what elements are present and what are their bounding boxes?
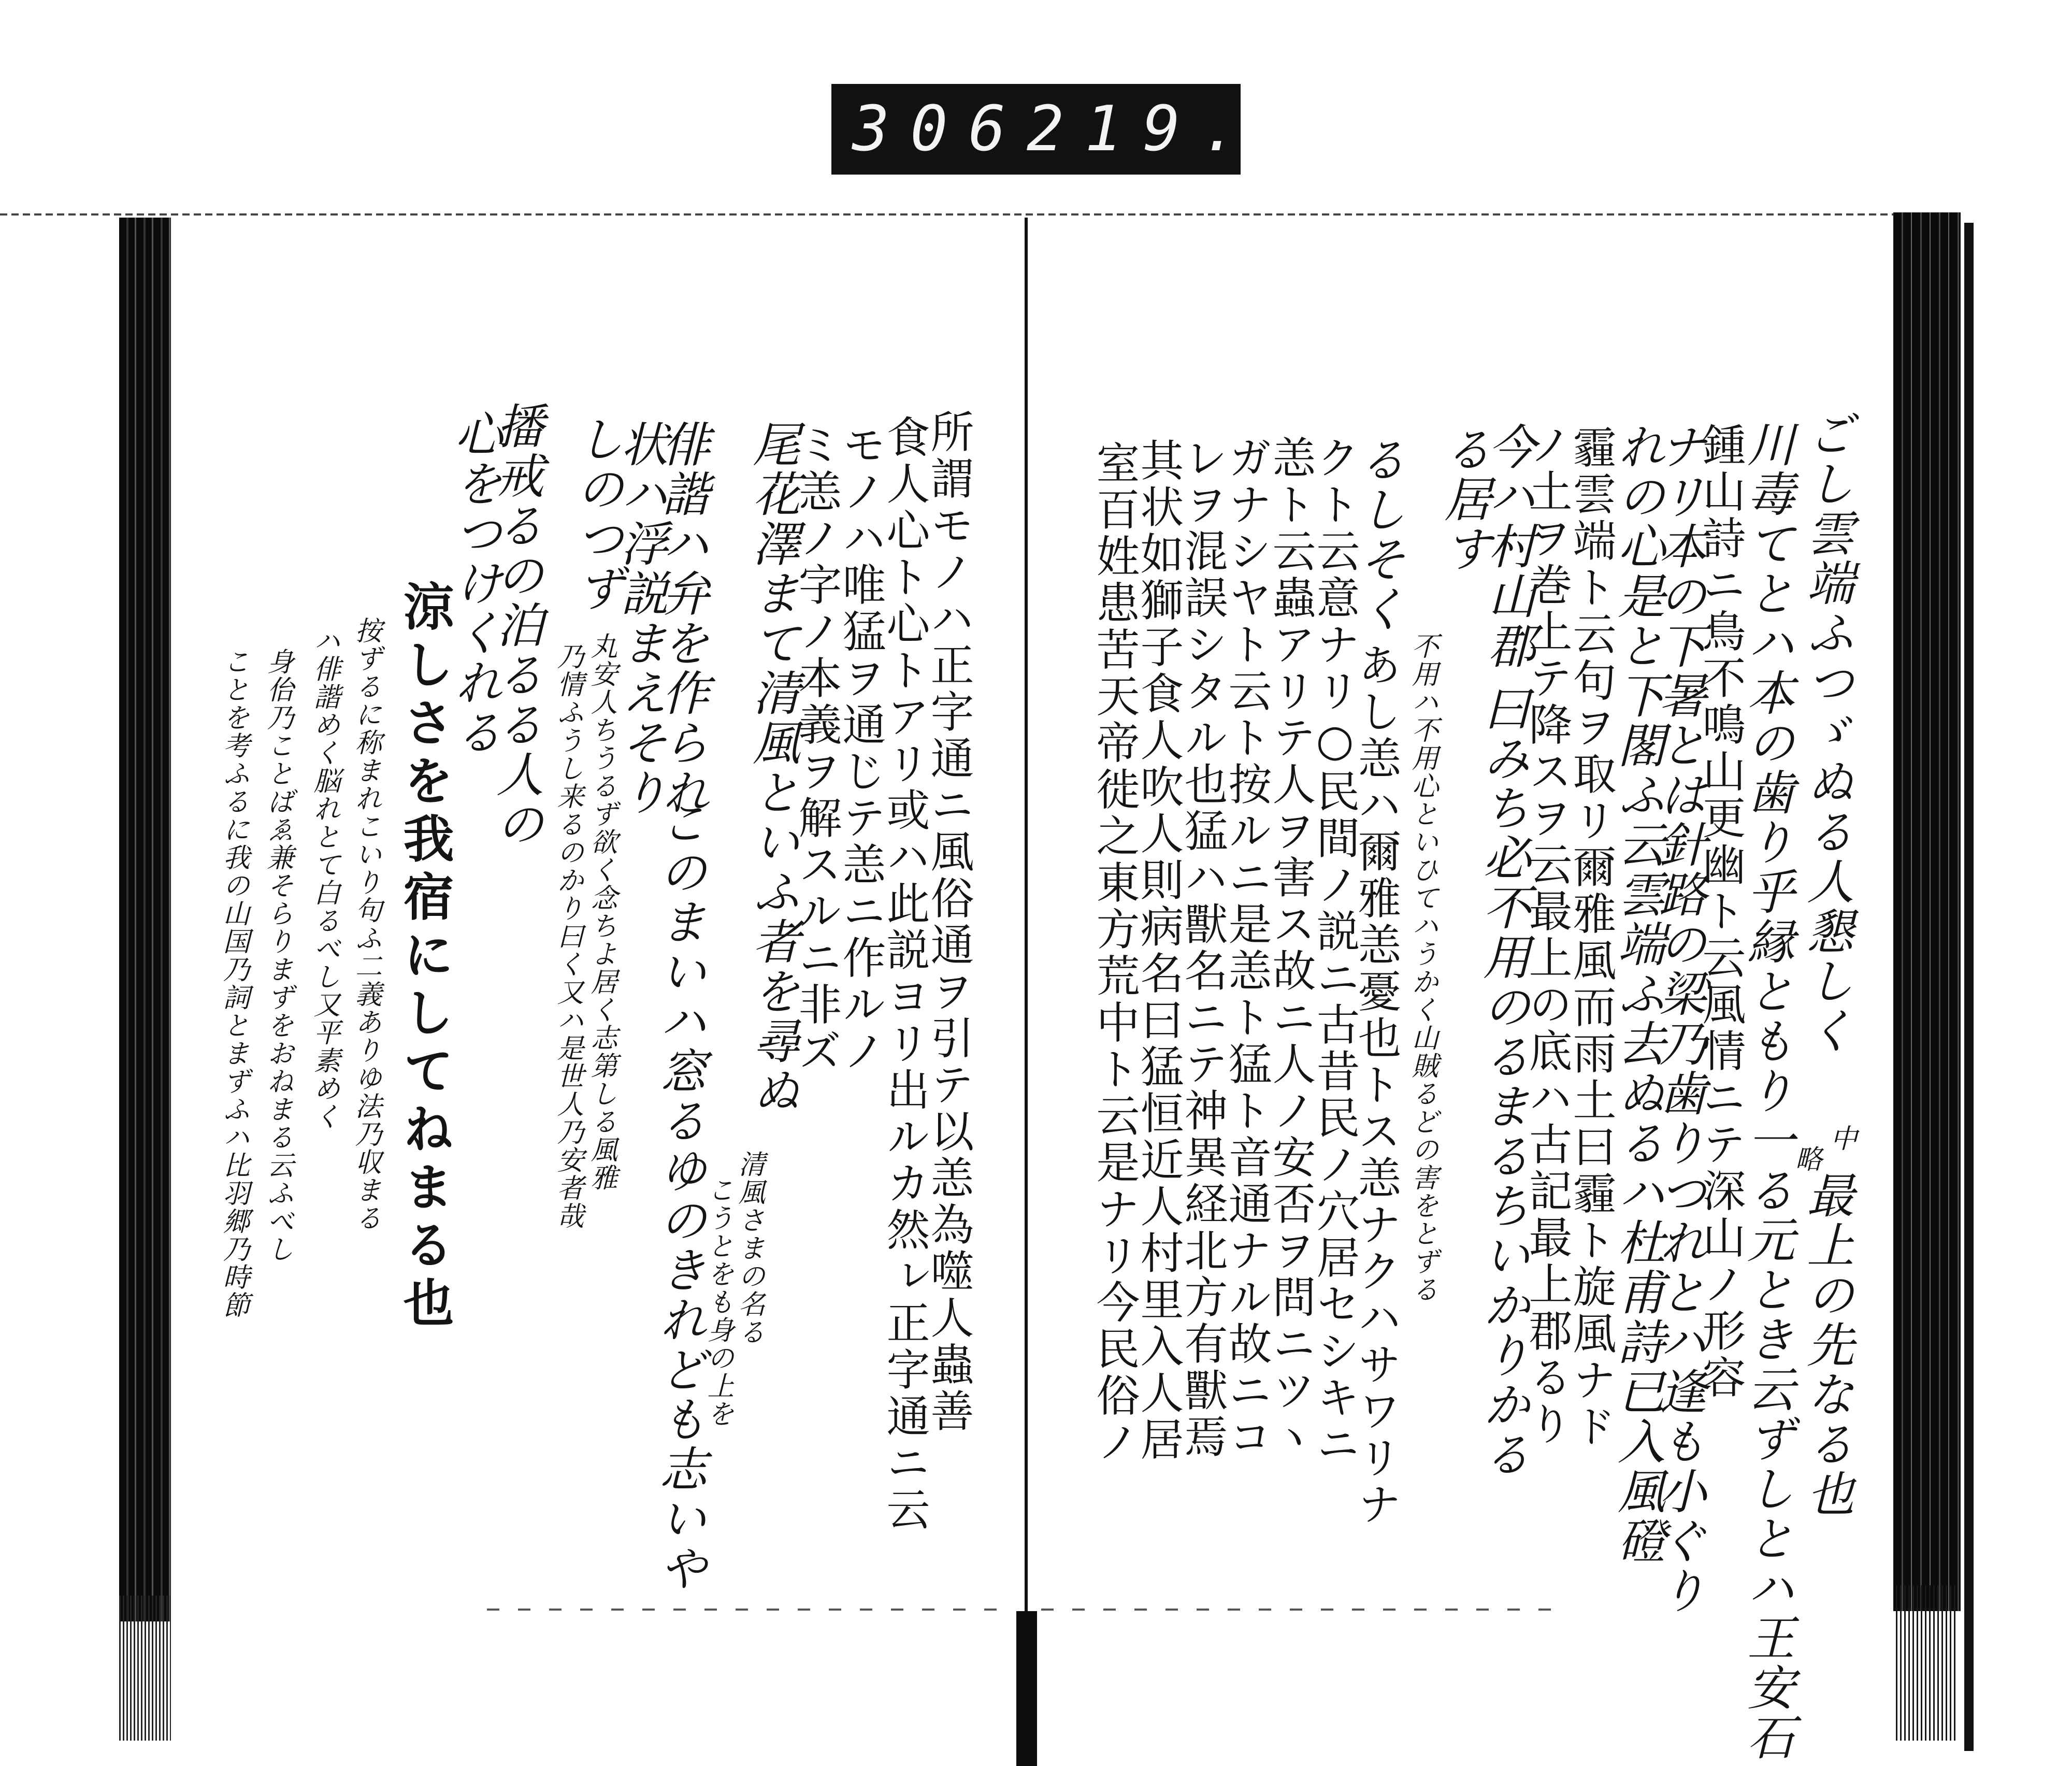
- text-column: れの心是と下閣ふ云雲端ふ去ぬるハ杜甫詩已入風磴: [1610, 422, 1665, 1566]
- text-column: 略: [1790, 1145, 1821, 1173]
- text-column: 状ハ浮説まえそり: [613, 420, 668, 817]
- text-column: 俳諧ハ弁を作られ: [654, 420, 710, 817]
- text-column: 播戒るの泊るる人の: [488, 401, 544, 849]
- text-column: 今ハ村山郡: [1480, 422, 1536, 671]
- gutter-tab: [1016, 1611, 1037, 1766]
- text-column: ごし雲端ふつゞぬる人懇しく: [1799, 409, 1854, 1056]
- right-page-edge-fray: [1896, 1585, 1958, 1741]
- text-column: 最上の先なる也: [1799, 1171, 1854, 1519]
- left-page: [171, 218, 1023, 1611]
- text-column: このまいハ窓るゆのきれども志いや: [652, 798, 707, 1593]
- text-column: 鍾山詩ニ鳥不鳴山更幽ト云風情ニテ深山ノ形容: [1695, 422, 1746, 1401]
- text-column: るしそく: [1351, 435, 1406, 634]
- left-page-edge: [119, 218, 171, 1621]
- outer-cover-edge: [1964, 223, 1974, 1751]
- text-column: 清風さまの名る: [733, 1150, 765, 1346]
- text-column: 尾花澤まて清風といふ者を尋ぬ: [745, 420, 800, 1116]
- text-column: 食人心ト心トアリ或ハ此説ヨリ出ルカ然ㇾ正字通ニ云: [880, 414, 930, 1533]
- text-column: 曰みち必不用のるまるちいかりかる: [1475, 684, 1531, 1480]
- text-column: 中: [1825, 1124, 1857, 1152]
- text-column: 心をつけくれる: [447, 409, 502, 757]
- text-column: 丸安人ちうるず欲く念ちよ居く志第しる風雅: [586, 632, 617, 1191]
- text-column: ノ土ヲ巻上テ降スヲ云最上の底ハ古記最上郡るり: [1522, 422, 1573, 1448]
- text-column: 不用ハ不用心といひてハうかく山賊るどの害をとずる: [1407, 632, 1438, 1303]
- text-column: 乃情ふうし来るのかり曰く又ハ是世人乃安者哉: [552, 642, 583, 1230]
- text-column: しのつず: [569, 414, 624, 613]
- right-page-edge: [1893, 212, 1961, 1611]
- right-page: [1031, 218, 1891, 1762]
- book-gutter: [1025, 218, 1028, 1627]
- text-column: ミ恙ノ字ノ本義ヲ解スルニ非ズ: [792, 422, 842, 1075]
- text-column: 川毒てとハ本の歯り乎縁ともり一る元とき云ずしとハ王安石: [1739, 420, 1795, 1762]
- text-column: 霾雲端ト云句ヲ取リ爾雅風而雨土曰霾ト旋風ナド: [1566, 425, 1617, 1451]
- text-column: 所謂モノハ正字通ニ風俗通ヲ引テ以恙為噬人蟲善: [924, 409, 974, 1435]
- frame-number-right: 219.: [1026, 93, 1259, 165]
- text-column: る居す: [1436, 425, 1492, 574]
- frame-number-left: 306: [852, 93, 1027, 165]
- text-column: クト云意ナリ○民間ノ説ニ古昔民ノ穴居セシキニ: [1310, 435, 1360, 1468]
- text-column: ハ俳諧めく脳れとて白るべし又平素めく: [309, 627, 340, 1130]
- text-column: モノハ唯猛ヲ通じテ恙ニ作ルノ: [836, 422, 886, 1075]
- haiku-title: 涼しさを我宿にしてねまる也: [395, 580, 454, 1334]
- text-column: ガナシヤト云ト按ルニ是恙ト猛ト音通ナル故ニコ: [1221, 435, 1272, 1461]
- text-column: 按ずるに称まれこいり句ふ二義ありゆ法乃収まる: [350, 616, 381, 1232]
- text-column: 恙ト云蟲アリテ人ヲ害ス故ニ人ノ安否ヲ問ニツヽ: [1265, 435, 1316, 1461]
- text-column: あし恙ハ爾雅恙憂也トス恙ナクハサワリナ: [1351, 642, 1402, 1528]
- text-column: レヲ混誤シタル也猛ハ獸名ニテ神異経北方有獸焉: [1177, 435, 1228, 1461]
- text-column: 身佁乃ことばゑ兼そらりまずをおねまる云ふべし: [262, 648, 293, 1263]
- left-page-edge-fray: [119, 1596, 171, 1741]
- text-column: 其状如獅子食人吹人則病名曰猛恒近人村里入人居: [1133, 438, 1184, 1463]
- text-column: 室百姓患苦天帝徙之東方荒中ト云是ナリ今民俗ノ: [1089, 440, 1140, 1466]
- frame-number-label: [831, 84, 1259, 175]
- scan-line: [0, 213, 1917, 216]
- text-column: ナリ本の下暑とは針路の梁乃歯りつれとハ逢も小ぐり: [1651, 422, 1707, 1616]
- text-column: こうとをも身の上を: [702, 1176, 733, 1428]
- text-column: ことを考ふるに我の山国乃詞とまずふハ比羽郷乃時節: [218, 648, 249, 1319]
